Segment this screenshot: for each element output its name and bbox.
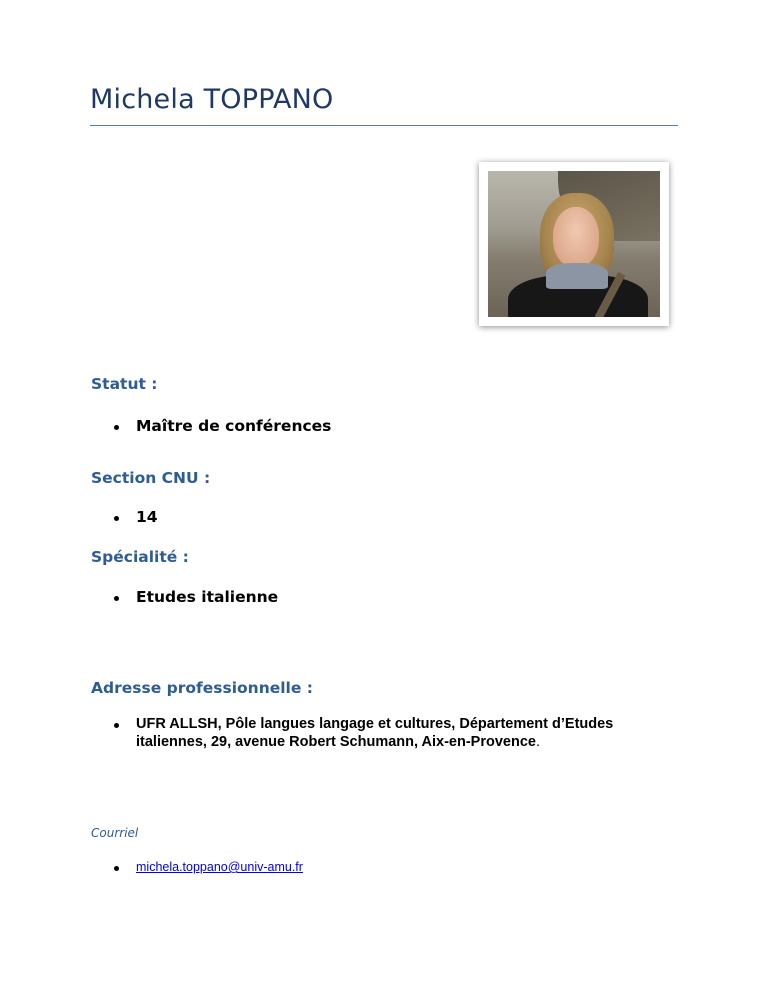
profile-photo [488,171,660,317]
adresse-item [114,715,676,751]
specialite-value: Etudes italienne [136,588,279,606]
courriel-heading: Courriel [91,826,139,840]
bullet-icon [114,866,119,871]
section-value: 14 [136,508,158,526]
statut-heading: Statut : [91,375,158,393]
bullet-icon [114,516,119,521]
adresse-value: UFR ALLSH, Pôle langues langage et cultures, Département d’Etudes italiennes, 29, avenue Robert Schumann, Aix-en-Provence [136,716,614,750]
adresse-value-wrap [136,715,676,751]
email-link[interactable]: michela.toppano@univ-amu.fr [136,860,303,874]
title-divider [90,125,678,126]
section-heading: Section CNU : [91,469,211,487]
profile-photo-frame [479,162,669,326]
section-item [114,508,158,526]
bullet-icon [114,425,119,430]
photo-scarf [546,263,608,289]
adresse-suffix: . [535,734,540,750]
page-title: Michela TOPPANO [90,84,334,115]
adresse-heading: Adresse professionnelle : [91,679,313,697]
specialite-heading: Spécialité : [91,548,189,566]
bullet-icon [114,723,119,728]
statut-value: Maître de conférences [136,417,332,435]
specialite-item [114,588,278,606]
courriel-item [114,860,303,874]
photo-face [553,207,599,267]
statut-item [114,417,331,435]
bullet-icon [114,596,119,601]
